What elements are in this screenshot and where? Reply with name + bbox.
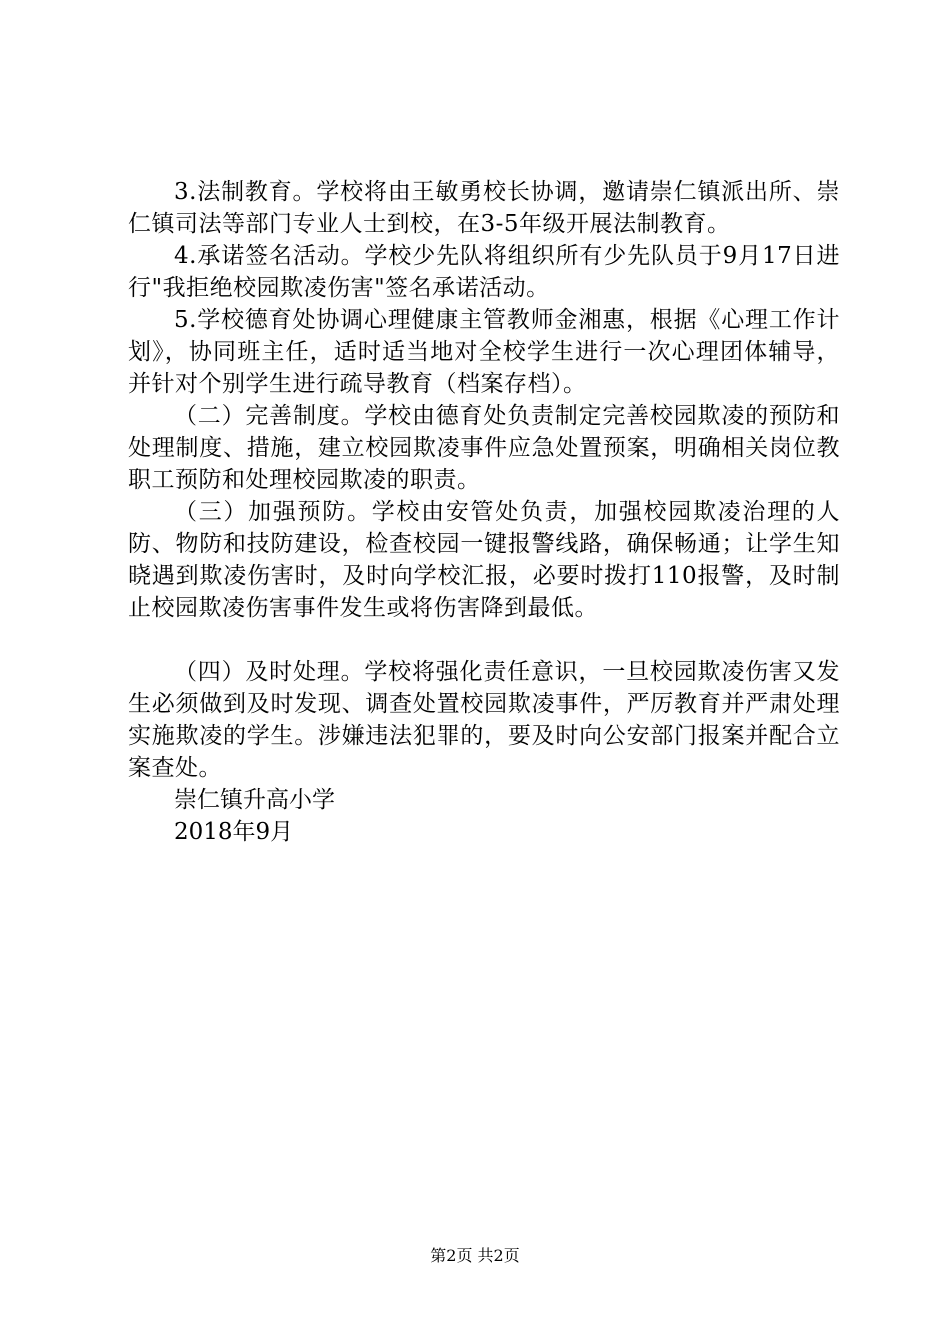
document-body xyxy=(128,176,840,848)
signature-organization: 崇仁镇升高小学 xyxy=(174,787,335,813)
page-footer: 第2页 共2页 xyxy=(430,1246,520,1265)
paragraph-improve-system: （二）完善制度。学校由德育处负责制定完善校园欺凌的预防和处理制度、措施，建立校园欺凌事件应急处置预案，明确相关岗位教职工预防和处理校园欺凌的职责。 xyxy=(128,403,840,493)
paragraph-strengthen-prevention: （三）加强预防。学校由安管处负责，加强校园欺凌治理的人防、物防和技防建设，检查校园一键报警线路，确保畅通；让学生知晓遇到欺凌伤害时，及时向学校汇报，必要时拨打110报警，及时制止校园欺凌伤害事件发生或将伤害降到最低。 xyxy=(128,499,840,621)
paragraph-spacer xyxy=(128,624,840,656)
paragraph-pledge-signing: 4.承诺签名活动。学校少先队将组织所有少先队员于9月17日进行"我拒绝校园欺凌伤害"签名承诺活动。 xyxy=(128,243,840,301)
paragraph-psychological-counseling: 5.学校德育处协调心理健康主管教师金湘惠，根据《心理工作计划》，协同班主任，适时适当地对全校学生进行一次心理团体辅导，并针对个别学生进行疏导教育（档案存档）。 xyxy=(128,307,840,397)
paragraph-timely-handling: （四）及时处理。学校将强化责任意识，一旦校园欺凌伤害又发生必须做到及时发现、调查处置校园欺凌事件，严厉教育并严肃处理实施欺凌的学生。涉嫌违法犯罪的，要及时向公安部门报案并配合立案查处。 xyxy=(128,659,840,781)
paragraph-legal-education: 3.法制教育。学校将由王敏勇校长协调，邀请崇仁镇派出所、崇仁镇司法等部门专业人士到校，在3-5年级开展法制教育。 xyxy=(128,179,840,237)
signature-date: 2018年9月 xyxy=(174,819,294,845)
